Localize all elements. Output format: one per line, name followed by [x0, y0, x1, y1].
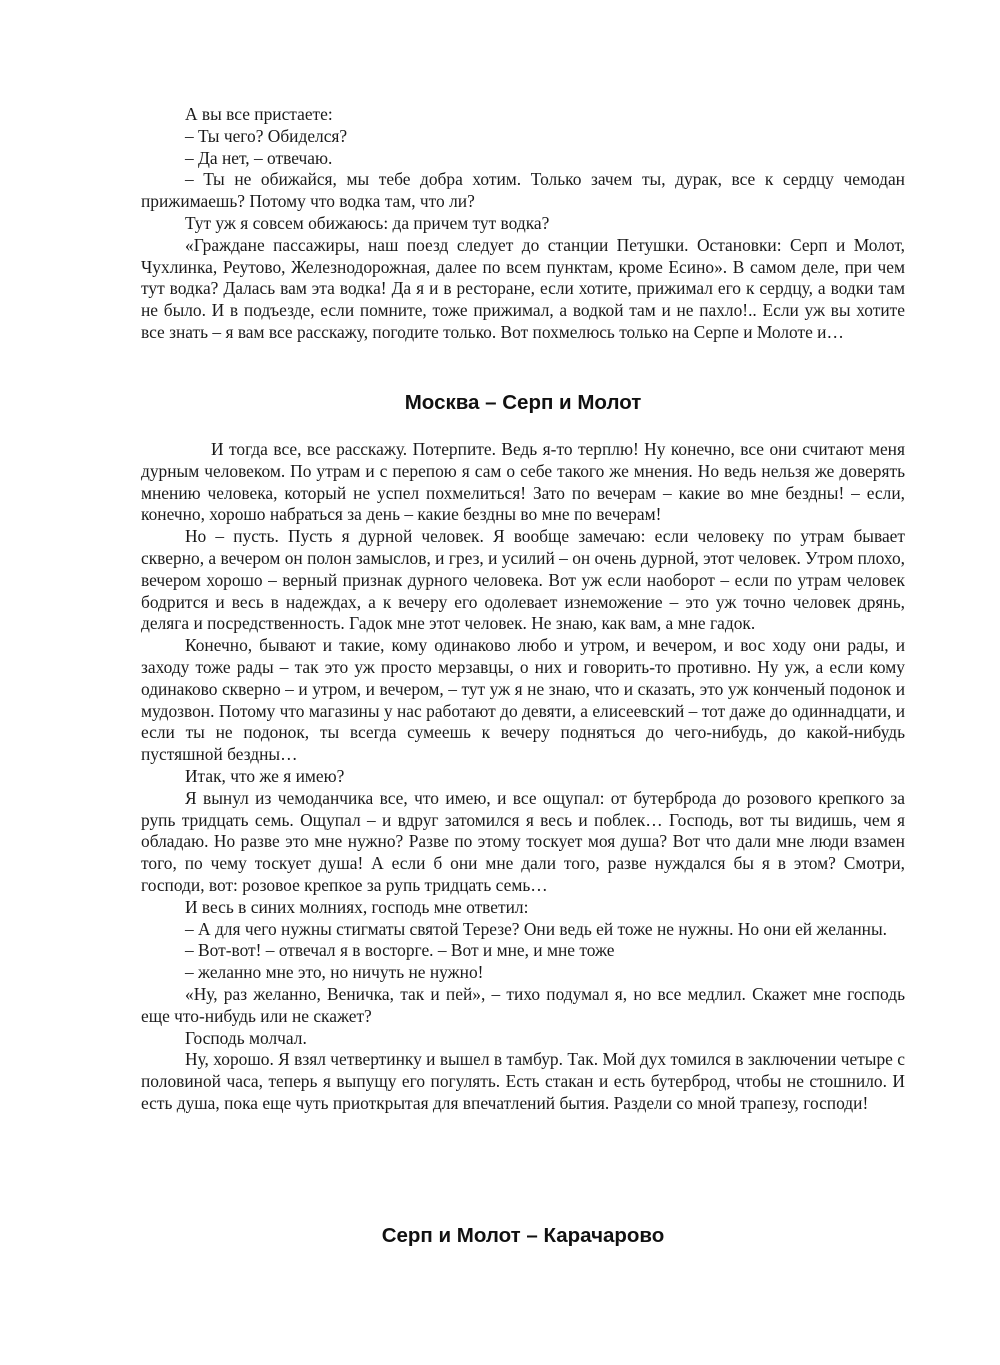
paragraph: А вы все пристаете:	[185, 104, 333, 124]
paragraph: Я вынул из чемоданчика все, что имею, и все ощупал: от бутерброда до розового крепкого за рупь тридцать семь. Ощупал – и вдруг затомился я весь и поблек… Господь, вот ты видишь, чем я обладаю. Но разве это мне нужно? Разве по этому тоскует моя душа? Вот что дали мне люди взамен того, по чему тоскует душа! А если б они мне дали того, разве нуждался бы я в этом? Смотри, господи, вот: розовое крепкое за рупь тридцать семь…	[141, 787, 905, 895]
paragraph: – Ты чего? Обиделся?	[185, 125, 348, 146]
paragraph: – Ты не обижайся, мы тебе добра хотим. Только зачем ты, дурак, все к сердцу чемодан прижимаешь? Потому что водка там, что ли?	[141, 169, 905, 212]
paragraph: – А для чего нужны стигматы святой Терезе? Они ведь ей тоже не нужны. Но они ей желанны.	[185, 918, 887, 939]
paragraph: Конечно, бывают и такие, кому одинаково любо и утром, и вечером, и вос ходу они рады, и заходу тоже рады – так это уж просто мерзавцы, о них и говорить-то противно. Ну уж, а если кому одинаково скверно – и утром, и вечером, – тут уж я не знаю, что и сказать, это уж конченый подонок и мудозвон. Потому что магазины у нас работают до девяти, а елисеевский – тот даже до одиннадцати, и если ты не подонок, ты всегда сумеешь к вечеру подняться до чего-нибудь, до какой-нибудь пустяшной бездны…	[141, 635, 905, 765]
paragraph: И тогда все, все расскажу. Потерпите. Ведь я-то терплю! Ну конечно, все они считают меня дурным человеком. По утрам и с перепою я сам о себе такого же мнения. Но ведь нельзя же доверять мнению человека, который не успел похмелиться! Зато по вечерам – какие во мне бездны! – если, конечно, хорошо набраться за день – какие бездны во мне по вечерам!	[141, 439, 905, 525]
paragraph: «Граждане пассажиры, наш поезд следует до станции Петушки. Остановки: Серп и Молот, Чухлинка, Реутово, Железнодорожная, далее по всем пунктам, кроме Есино». В самом деле, при чем тут водка? Далась вам эта водка! Да я и в ресторане, если хотите, прижимал его к сердцу, а водки там не было. И в подъезде, если помните, тоже прижимал, а водкой там и не пахло!.. Если уж вы хотите все знать – я вам все расскажу, погодите только. Вот похмелюсь только на Серпе и Молоте и…	[141, 234, 905, 342]
paragraph: Тут уж я совсем обижаюсь: да причем тут водка?	[185, 212, 550, 233]
paragraph: «Ну, раз желанно, Веничка, так и пей», – тихо подумал я, но все медлил. Скажет мне господь еще что-нибудь или не скажет?	[141, 983, 905, 1026]
chapter-heading: Серп и Молот – Карачарово	[381, 1224, 665, 1247]
paragraph: Но – пусть. Пусть я дурной человек. Я вообще замечаю: если человеку по утрам бывает скверно, а вечером он полон замыслов, и грез, и усилий – он очень дурной, этот человек. Утром плохо, вечером хорошо – верный признак дурного человека. Вот уж если наоборот – если по утрам человек бодрится и весь в надеждах, а к вечеру его одолевает изнеможение – это уж точно человек дрянь, деляга и посредственность. Гадок мне этот человек. Не знаю, как вам, а мне гадок.	[141, 526, 905, 634]
text-block-1	[141, 104, 905, 344]
paragraph: – Вот-вот! – отвечал я в восторге. – Вот и мне, и мне тоже	[185, 940, 615, 961]
paragraph: – желанно мне это, но ничуть не нужно!	[185, 962, 484, 983]
paragraph: Ну, хорошо. Я взял четвертинку и вышел в тамбур. Так. Мой дух томился в заключении четыре с половиной часа, теперь я выпущу его погулять. Есть стакан и есть бутерброд, чтобы не стошнило. И есть душа, пока еще чуть приоткрытая для впечатлений бытия. Раздели со мной трапезу, господи!	[141, 1049, 905, 1113]
paragraph: – Да нет, – отвечаю.	[185, 147, 333, 168]
paragraph: Итак, что же я имею?	[185, 765, 345, 786]
paragraph: Господь молчал.	[185, 1027, 307, 1048]
chapter-heading: Москва – Серп и Молот	[404, 391, 642, 414]
paragraph: И весь в синих молниях, господь мне ответил:	[185, 896, 529, 917]
text-block-2	[141, 439, 905, 1115]
